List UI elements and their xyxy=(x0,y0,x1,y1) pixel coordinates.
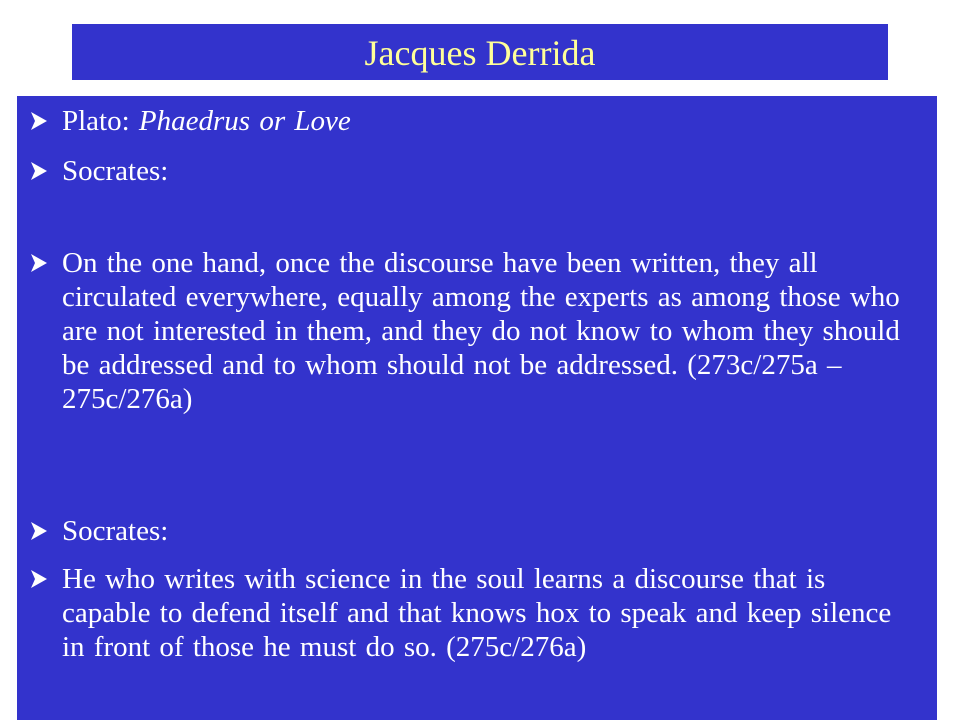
bullet-item-plato xyxy=(28,104,918,138)
bullet-text: Socrates: xyxy=(62,155,169,187)
bullet-text: On the one hand, once the discourse have been written, they all circulated everywhere, equally among the experts as among those who are not interested in them, and they do not know to whom they should be addressed and to whom should not be addressed. (273c/275a – 275c/276a) xyxy=(62,247,900,415)
title-bar xyxy=(72,24,888,80)
bullet-text xyxy=(62,104,918,138)
arrowhead-bullet-icon xyxy=(28,246,62,280)
bullet-italic: Phaedrus or Love xyxy=(138,105,351,137)
bullet-item-quote-1 xyxy=(28,246,918,416)
bullet-item-socrates-1 xyxy=(28,154,918,188)
bullet-lead: Plato: xyxy=(62,105,139,137)
arrowhead-bullet-icon xyxy=(28,514,62,548)
bullet-text: Socrates: xyxy=(62,515,169,547)
bullet-text: He who writes with science in the soul learns a discourse that is capable to defend itself and that knows hox to speak and keep silence in front of those he must do so. (275c/276a) xyxy=(62,563,892,663)
bullet-item-quote-2 xyxy=(28,562,918,664)
arrowhead-bullet-icon xyxy=(28,562,62,596)
arrowhead-bullet-icon xyxy=(28,154,62,188)
content-panel xyxy=(17,96,937,720)
arrowhead-bullet-icon xyxy=(28,104,62,138)
bullet-item-socrates-2 xyxy=(28,514,918,548)
slide-title: Jacques Derrida xyxy=(364,33,596,73)
